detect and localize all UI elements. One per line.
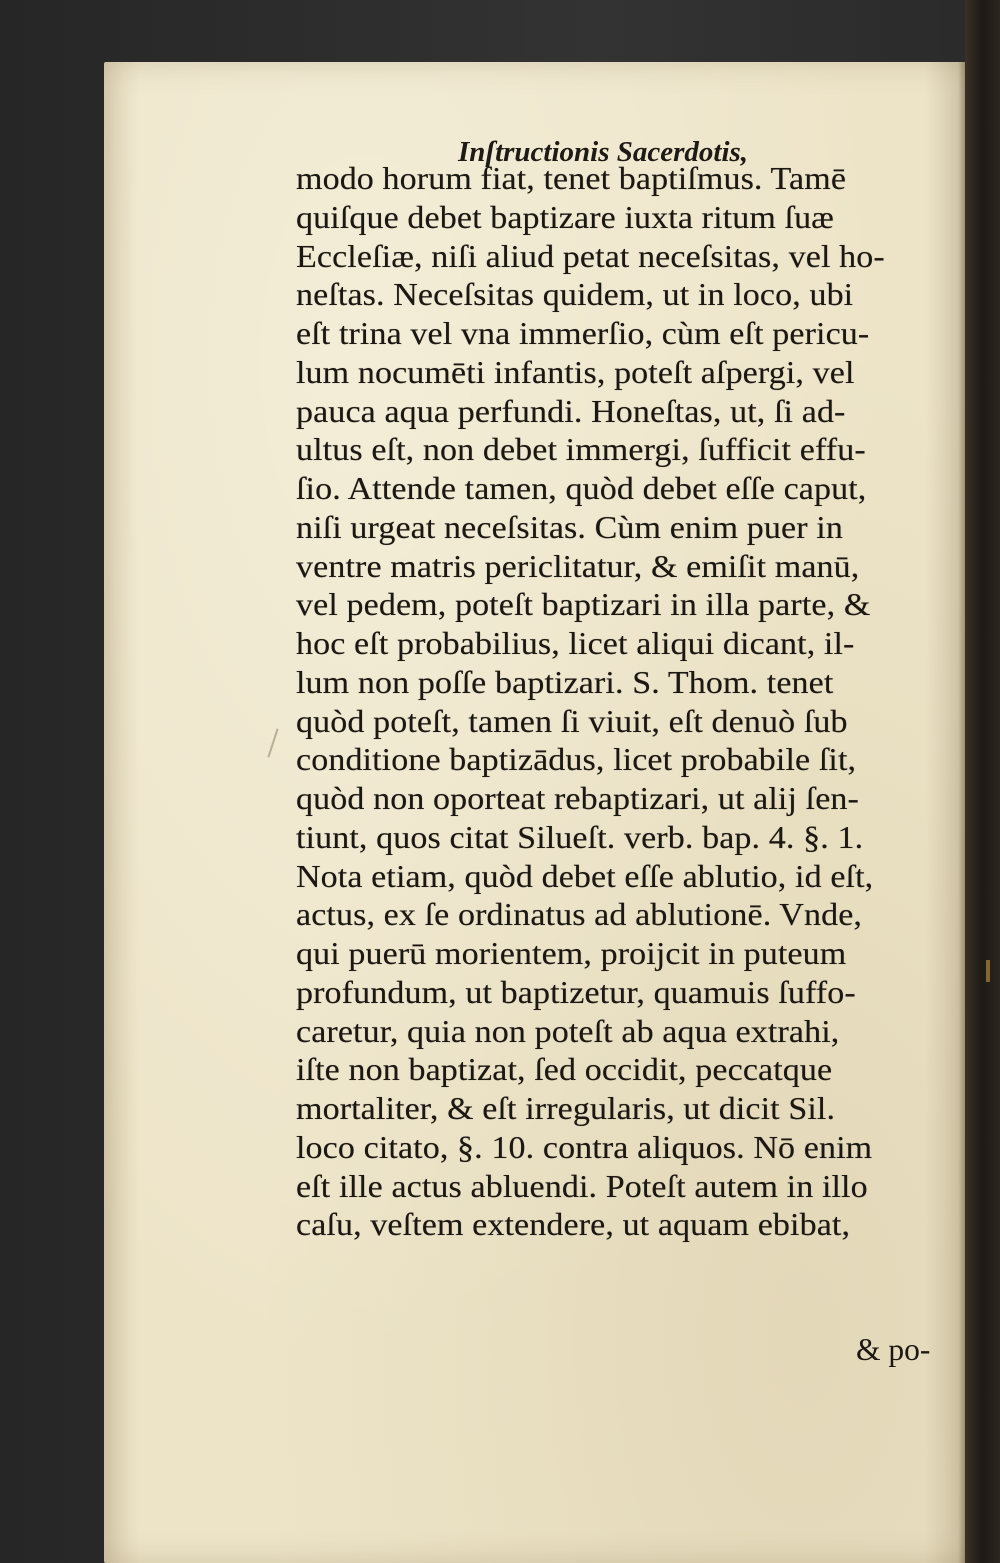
text-line: vel pedem, poteſt baptizari in illa parte, & (296, 587, 871, 623)
text-line: tiunt, quos citat Silueſt. verb. bap. 4. §. 1. (296, 819, 864, 855)
text-line: quiſque debet baptizare iuxta ritum ſuæ (296, 199, 834, 235)
body-text (296, 160, 956, 1390)
text-line: ſio. Attende tamen, quòd debet eſſe caput, (296, 471, 867, 506)
text-line: profundum, ut baptizetur, quamuis ſuffo- (296, 974, 856, 1010)
text-line: ventre matris periclitatur, & emiſit manū, (296, 548, 860, 584)
text-line: iſte non baptizat, ſed occidit, peccatque (296, 1052, 833, 1088)
text-line: pauca aqua perfundi. Honeſtas, ut, ſi ad- (296, 393, 846, 429)
text-line: hoc eſt probabilius, licet aliqui dicant, il- (296, 626, 855, 661)
text-line: mortaliter, & eſt irregularis, ut dicit Sil. (296, 1091, 836, 1126)
text-line: modo horum fiat, tenet baptiſmus. Tamē (296, 161, 847, 196)
text-line: eſt trina vel vna immerſio, cùm eſt pericu- (296, 316, 870, 351)
catchword: & po- (856, 1332, 931, 1367)
text-line: caretur, quia non poteſt ab aqua extrahi, (296, 1013, 840, 1049)
text-line: caſu, veſtem extendere, ut aquam ebibat, (296, 1207, 851, 1243)
running-head: Inſtructionis Sacerdotis, (458, 136, 749, 168)
text-line: Nota etiam, quòd debet eſſe ablutio, id eſt, (296, 858, 874, 894)
text-line: niſi urgeat neceſsitas. Cùm enim puer in (296, 509, 843, 545)
text-line: lum non poſſe baptizari. S. Thom. tenet (296, 664, 834, 700)
text-line: quòd poteſt, tamen ſi viuit, eſt denuò ſub (296, 703, 848, 739)
text-line: qui puerū morientem, proijcit in puteum (296, 936, 847, 971)
text-line: loco citato, §. 10. contra aliquos. Nō enim (296, 1129, 873, 1165)
text-line: conditione baptizādus, licet probabile ſit, (296, 742, 857, 778)
text-line: lum nocumēti infantis, poteſt aſpergi, vel (296, 354, 855, 390)
text-line: eſt ille actus abluendi. Poteſt autem in illo (296, 1168, 868, 1204)
text-line: Eccleſiæ, niſi aliud petat neceſsitas, vel ho- (296, 238, 885, 274)
text-line: ultus eſt, non debet immergi, ſufficit effu- (296, 432, 866, 468)
text-line: actus, ex ſe ordinatus ad ablutionē. Vnde, (296, 897, 863, 933)
text-line: neſtas. Neceſsitas quidem, ut in loco, ubi (296, 277, 854, 313)
text-line: quòd non oporteat rebaptizari, ut alij ſen- (296, 781, 859, 816)
